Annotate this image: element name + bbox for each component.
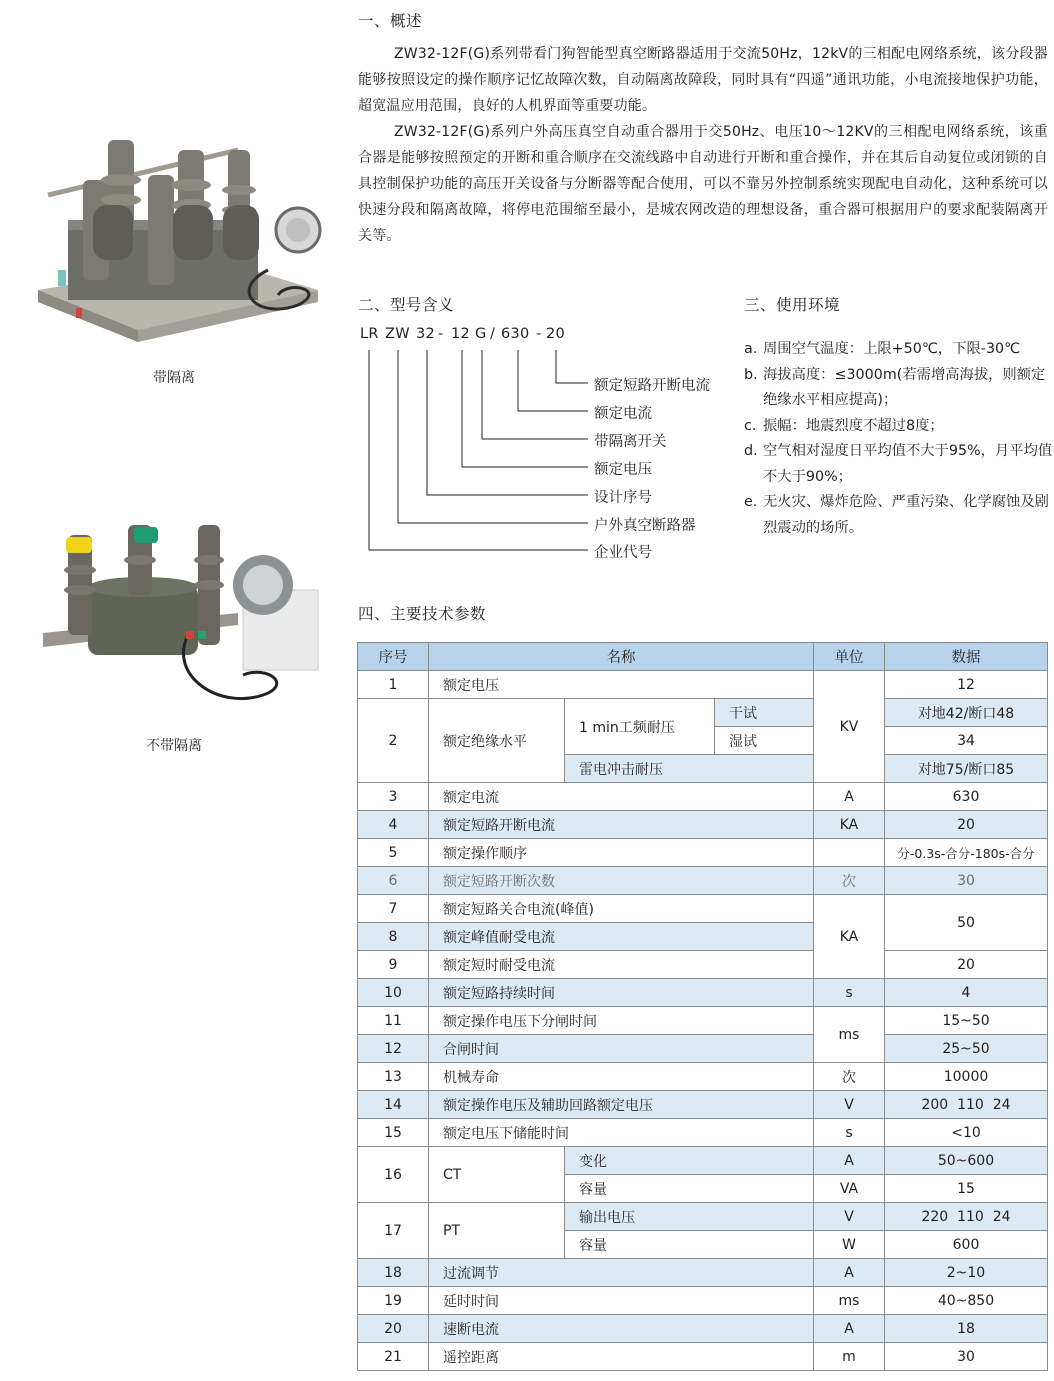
table-row <box>358 783 1048 811</box>
item-text: 海拔高度：≤3000m(若需增高海拔，则额定绝缘水平相应提高)； <box>763 366 1046 408</box>
table-row <box>358 1007 1048 1035</box>
row-no: 21 <box>358 1343 429 1371</box>
table-row <box>358 1287 1048 1315</box>
model-code-dash-2: - <box>536 326 542 342</box>
row-unit <box>814 839 885 867</box>
model-code-32: 32 <box>416 326 436 342</box>
table-row <box>358 1315 1048 1343</box>
row-value: 50~600 <box>885 1147 1048 1175</box>
row-value: 12 <box>885 671 1048 699</box>
top-photo-caption: 带隔离 <box>153 370 195 386</box>
row-no: 16 <box>358 1147 429 1203</box>
item-key: e. <box>744 494 758 510</box>
model-code-lr: LR <box>360 326 379 342</box>
row-name: PT <box>429 1203 565 1259</box>
table-row <box>358 1119 1048 1147</box>
row-unit: s <box>814 1119 885 1147</box>
row-name: 额定电压 <box>429 671 814 699</box>
row-name: 延时时间 <box>429 1287 814 1315</box>
model-desc-breaking-current: 额定短路开断电流 <box>594 378 710 394</box>
model-code-dash-1: - <box>438 326 444 342</box>
table-row <box>358 671 1048 699</box>
row-unit: s <box>814 979 885 1007</box>
row-unit: A <box>814 1315 885 1343</box>
section-environment-title: 三、使用环境 <box>744 296 841 314</box>
row-no: 9 <box>358 951 429 979</box>
section-model-title: 二、型号含义 <box>358 296 455 314</box>
row-no: 3 <box>358 783 429 811</box>
table-row <box>358 1259 1048 1287</box>
row-no: 4 <box>358 811 429 839</box>
model-desc-outdoor-breaker: 户外真空断路器 <box>594 518 696 534</box>
row-value: 25~50 <box>885 1035 1048 1063</box>
row-no: 20 <box>358 1315 429 1343</box>
environment-item <box>744 363 1054 414</box>
row-value: 600 <box>885 1231 1048 1259</box>
row-name: 额定短路开断电流 <box>429 811 814 839</box>
model-code-12: 12 <box>451 326 471 342</box>
row-name: 遥控距离 <box>429 1343 814 1371</box>
row-unit: KA <box>814 811 885 839</box>
table-row <box>358 895 1048 923</box>
row-value: 20 <box>885 811 1048 839</box>
row-unit: 次 <box>814 867 885 895</box>
section-overview-title: 一、概述 <box>358 12 423 30</box>
table-row <box>358 867 1048 895</box>
row-no: 17 <box>358 1203 429 1259</box>
row-unit: ms <box>814 1287 885 1315</box>
row-value: 30 <box>885 1343 1048 1371</box>
row-value: 50 <box>885 895 1048 951</box>
row-value: 30 <box>885 867 1048 895</box>
row-unit: V <box>814 1091 885 1119</box>
row-sub-name: 变化 <box>565 1147 814 1175</box>
model-code-630: 630 <box>501 326 530 342</box>
row-value: 34 <box>885 727 1048 755</box>
model-desc-rated-current: 额定电流 <box>594 406 652 422</box>
header-unit: 单位 <box>814 643 885 671</box>
row-value: 对地42/断口48 <box>885 699 1048 727</box>
row-name: 额定电压下储能时间 <box>429 1119 814 1147</box>
row-unit: ms <box>814 1007 885 1063</box>
row-no: 19 <box>358 1287 429 1315</box>
model-desc-company-code: 企业代号 <box>594 545 652 561</box>
row-name: 额定操作电压下分闸时间 <box>429 1007 814 1035</box>
row-sub-name: 雷电冲击耐压 <box>565 755 814 783</box>
row-no: 15 <box>358 1119 429 1147</box>
item-text: 周围空气温度：上限+50℃，下限-30℃ <box>763 341 1021 357</box>
item-key: b. <box>744 366 758 383</box>
row-unit: VA <box>814 1175 885 1203</box>
table-row <box>358 699 1048 727</box>
row-unit: A <box>814 1259 885 1287</box>
model-code-zw: ZW <box>385 326 410 342</box>
row-no: 11 <box>358 1007 429 1035</box>
row-name: 额定短路开断次数 <box>429 867 814 895</box>
row-name: 额定操作电压及辅助回路额定电压 <box>429 1091 814 1119</box>
row-value: 15 <box>885 1175 1048 1203</box>
environment-item <box>744 414 1054 440</box>
model-desc-design-number: 设计序号 <box>594 490 652 506</box>
item-text: 振幅：地震烈度不超过8度； <box>763 417 944 434</box>
row-no: 13 <box>358 1063 429 1091</box>
model-code-g: G <box>475 326 487 342</box>
row-value: 10000 <box>885 1063 1048 1091</box>
row-no: 6 <box>358 867 429 895</box>
row-value: 220 110 24 <box>885 1203 1048 1231</box>
row-name: 额定短时耐受电流 <box>429 951 814 979</box>
header-no: 序号 <box>358 643 429 671</box>
row-name: 额定绝缘水平 <box>429 699 565 783</box>
table-row <box>358 839 1048 867</box>
table-row <box>358 1147 1048 1175</box>
table-row <box>358 979 1048 1007</box>
bottom-photo-caption: 不带隔离 <box>146 738 202 754</box>
row-name: 额定短路持续时间 <box>429 979 814 1007</box>
row-no: 7 <box>358 895 429 923</box>
row-unit: 次 <box>814 1063 885 1091</box>
overview-paragraph-2-text: ZW32-12F(G)系列户外高压真空自动重合器用于交50Hz、电压10～12KV的三相配电网络系统，该重合器是能够按照预定的开断和重合顺序在交流线路中自动进行开断和重合操作，并在其后自动复位或闭锁的自具控制保护功能的高压开关设备与分断器等配合使用，可以不靠另外控制系统实现配电自动化，这种系统可以快速分段和隔离故障，将停电范围缩至最小，是城农网改造的理想设备，重合器可根据用户的要求配装隔离开关等。 <box>358 124 1048 244</box>
header-value: 数据 <box>885 643 1048 671</box>
row-value: 18 <box>885 1315 1048 1343</box>
row-no: 18 <box>358 1259 429 1287</box>
row-no: 12 <box>358 1035 429 1063</box>
model-code-slash: / <box>490 326 496 342</box>
row-no: 5 <box>358 839 429 867</box>
row-no: 1 <box>358 671 429 699</box>
row-name: 额定峰值耐受电流 <box>429 923 814 951</box>
row-sub-name: 容量 <box>565 1175 814 1203</box>
row-sub-dry: 干试 <box>715 699 814 727</box>
item-text: 无火灾、爆炸危险、严重污染、化学腐蚀及剧烈震动的场所。 <box>763 494 1049 536</box>
item-text: 空气相对湿度日平均值不大于95%，月平均值不大于90%； <box>763 443 1053 485</box>
table-row <box>358 1063 1048 1091</box>
row-name: 机械寿命 <box>429 1063 814 1091</box>
row-value: 20 <box>885 951 1048 979</box>
item-key: d. <box>744 443 758 459</box>
table-row <box>358 811 1048 839</box>
row-unit: KV <box>814 671 885 783</box>
table-row <box>358 951 1048 979</box>
row-value: 对地75/断口85 <box>885 755 1048 783</box>
row-unit: V <box>814 1203 885 1231</box>
table-row <box>358 1091 1048 1119</box>
spec-table <box>357 642 1048 1371</box>
environment-item <box>744 490 1054 541</box>
environment-item <box>744 337 1054 363</box>
table-row <box>358 1035 1048 1063</box>
row-no: 14 <box>358 1091 429 1119</box>
row-value: 40~850 <box>885 1287 1048 1315</box>
row-name: 过流调节 <box>429 1259 814 1287</box>
row-no: 8 <box>358 923 429 951</box>
header-name: 名称 <box>429 643 814 671</box>
row-unit: A <box>814 1147 885 1175</box>
row-sub-name: 输出电压 <box>565 1203 814 1231</box>
environment-list <box>744 337 1054 541</box>
model-code-20: 20 <box>546 326 566 342</box>
row-name: 合闸时间 <box>429 1035 814 1063</box>
row-sub-name: 容量 <box>565 1231 814 1259</box>
item-key: a. <box>744 341 758 357</box>
row-name: 额定电流 <box>429 783 814 811</box>
table-row <box>358 1343 1048 1371</box>
row-unit: m <box>814 1343 885 1371</box>
row-value: 200 110 24 <box>885 1091 1048 1119</box>
row-name: 速断电流 <box>429 1315 814 1343</box>
row-no: 10 <box>358 979 429 1007</box>
row-sub-name: 1 min工频耐压 <box>565 699 715 755</box>
row-value: 4 <box>885 979 1048 1007</box>
row-name: 额定短路关合电流(峰值) <box>429 895 814 923</box>
row-no: 2 <box>358 699 429 783</box>
model-desc-isolation-switch: 带隔离开关 <box>594 434 667 450</box>
row-value: 2~10 <box>885 1259 1048 1287</box>
row-value: 630 <box>885 783 1048 811</box>
overview-paragraph-1-text: ZW32-12F(G)系列带看门狗智能型真空断路器适用于交流50Hz，12kV的三相配电网络系统，该分段器能够按照设定的操作顺序记忆故障次数，自动隔离故障段，同时具有“四遥”通讯功能，小电流接地保护功能，超宽温应用范围，良好的人机界面等重要功能。 <box>358 46 1048 114</box>
row-unit: KA <box>814 895 885 979</box>
section-specs-title: 四、主要技术参数 <box>358 605 487 623</box>
row-sub-wet: 湿试 <box>715 727 814 755</box>
row-value: <10 <box>885 1119 1048 1147</box>
row-value: 分-0.3s-合分-180s-合分 <box>885 839 1048 867</box>
model-desc-rated-voltage: 额定电压 <box>594 462 652 478</box>
environment-item <box>744 439 1054 490</box>
row-unit: W <box>814 1231 885 1259</box>
row-name: CT <box>429 1147 565 1203</box>
table-row <box>358 1203 1048 1231</box>
row-name: 额定操作顺序 <box>429 839 814 867</box>
item-key: c. <box>744 417 757 434</box>
row-unit: A <box>814 783 885 811</box>
row-value: 15~50 <box>885 1007 1048 1035</box>
